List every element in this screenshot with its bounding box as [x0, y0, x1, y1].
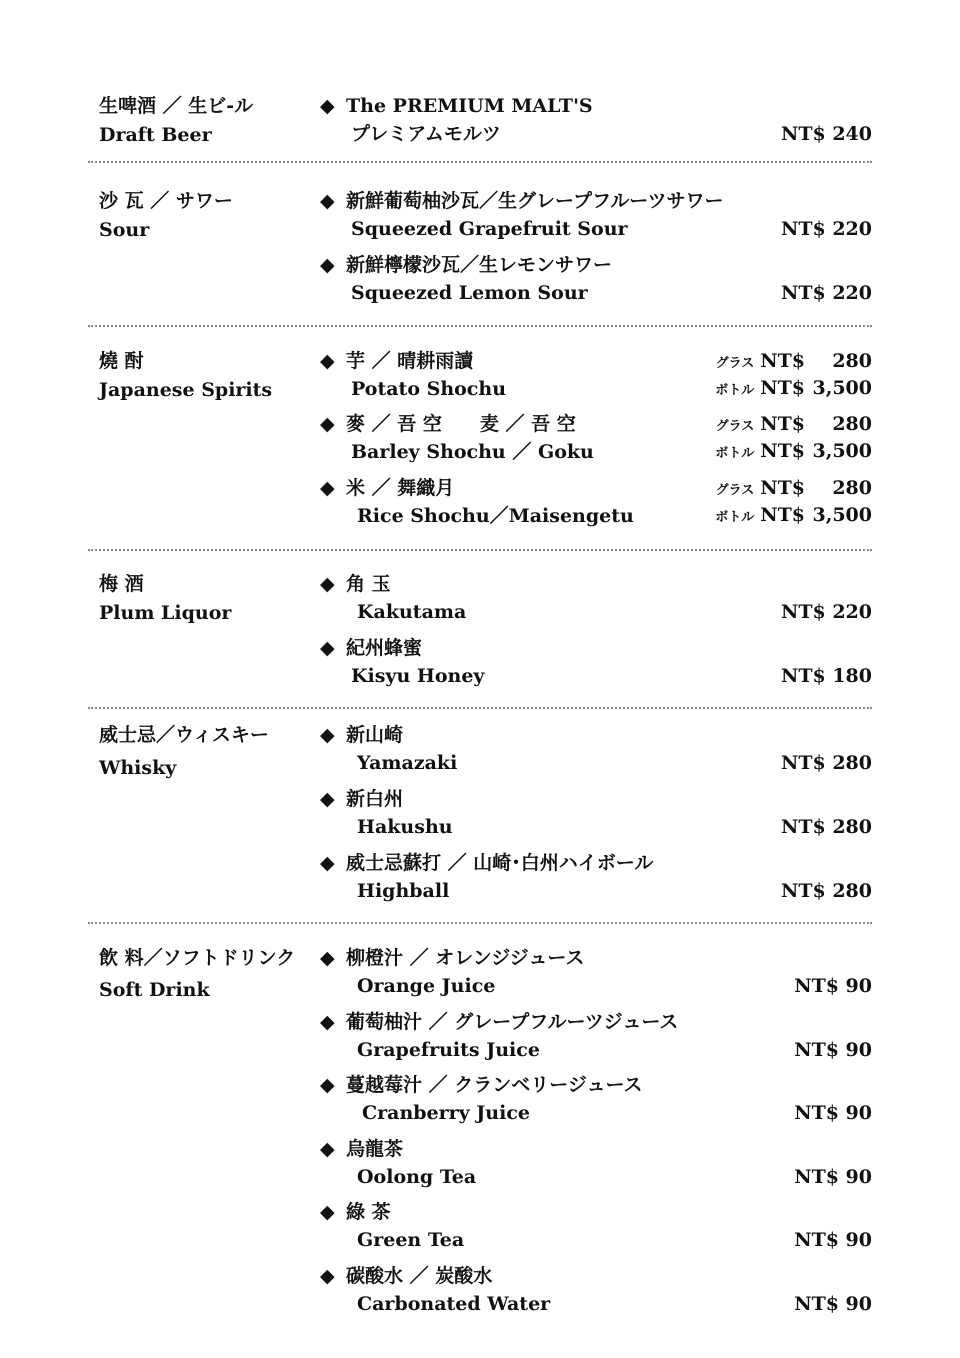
glass-price: グラス NT$ 280	[715, 413, 872, 435]
dotted-divider	[88, 922, 872, 924]
item-name-jp: ◆ 威士忌蘇打 ／ 山崎･白州ハイボール	[320, 852, 654, 874]
glass-price: グラス NT$ 280	[715, 477, 872, 499]
item-name-jp: ◆ 芋 ／ 晴耕雨讀	[320, 350, 474, 372]
item-name-jp: ◆ 新鮮葡萄柚沙瓦／生グレープフルーツサワー	[320, 190, 724, 212]
category	[99, 573, 232, 624]
diamond-bullet-icon: ◆	[320, 477, 335, 499]
item-name-jp: ◆ 綠 茶	[320, 1201, 391, 1223]
item-name-en: Grapefruits Juice	[357, 1039, 540, 1061]
item-name-jp: ◆ The PREMIUM MALT'S	[320, 95, 593, 117]
item-name-jp: ◆ 角 玉	[320, 573, 391, 595]
item-price: NT$ 90	[794, 1166, 872, 1188]
item-name-en: Hakushu	[357, 816, 453, 838]
dotted-divider	[88, 325, 872, 327]
dotted-divider	[88, 161, 872, 163]
item-name-en: Highball	[357, 880, 450, 902]
bottle-price: ボトル NT$ 3,500	[715, 377, 872, 399]
item-name-en: Orange Juice	[357, 975, 496, 997]
diamond-bullet-icon: ◆	[320, 1011, 335, 1033]
diamond-bullet-icon: ◆	[320, 724, 335, 746]
item-name-en: Barley Shochu ／ Goku	[351, 441, 594, 463]
category-jp: 威士忌／ウィスキー	[99, 724, 269, 746]
item-name-en: Squeezed Grapefruit Sour	[351, 218, 628, 240]
diamond-bullet-icon: ◆	[320, 1201, 335, 1223]
item-name-jp: ◆ 碳酸水 ／ 炭酸水	[320, 1265, 493, 1287]
item-name-jp: ◆ 烏龍茶	[320, 1138, 404, 1160]
diamond-bullet-icon: ◆	[320, 190, 335, 212]
item-price: NT$ 220	[780, 601, 872, 623]
item-price: NT$ 240	[780, 123, 872, 145]
category-en: Whisky	[99, 757, 177, 779]
diamond-bullet-icon: ◆	[320, 947, 335, 969]
item-name-en: Carbonated Water	[357, 1293, 551, 1315]
item-name-jp: ◆ 柳橙汁 ／ オレンジジュース	[320, 947, 585, 969]
item-price: NT$ 180	[780, 665, 872, 687]
category-jp: 生啤酒 ／ 生ビ-ル	[99, 95, 254, 117]
item-price: NT$ 280	[780, 816, 872, 838]
item-name-jp: ◆ 葡萄柚汁 ／ グレープフルーツジュース	[320, 1011, 679, 1033]
item-name-jp: ◆ 米 ／ 舞織月	[320, 477, 455, 499]
glass-price: グラス NT$ 280	[715, 350, 872, 372]
item-name-en: Rice Shochu／Maisengetu	[357, 505, 634, 527]
item-name-en: Kakutama	[357, 601, 467, 623]
item-price: NT$ 90	[794, 1293, 872, 1315]
diamond-bullet-icon: ◆	[320, 852, 335, 874]
diamond-bullet-icon: ◆	[320, 637, 335, 659]
category	[99, 190, 233, 241]
item-name-en: Potato Shochu	[351, 378, 507, 400]
diamond-bullet-icon: ◆	[320, 254, 335, 276]
bottle-price: ボトル NT$ 3,500	[715, 504, 872, 526]
item-name-jp: ◆ 新山崎	[320, 724, 404, 746]
category	[99, 350, 273, 401]
diamond-bullet-icon: ◆	[320, 95, 335, 117]
item-price: NT$ 90	[794, 1102, 872, 1124]
item-price: NT$ 280	[780, 752, 872, 774]
item-name-jp: ◆ 新鮮檸檬沙瓦／生レモンサワー	[320, 254, 613, 276]
item-price: NT$ 90	[794, 975, 872, 997]
category-en: Plum Liquor	[99, 602, 232, 624]
item-name-jp: ◆ 蔓越莓汁 ／ クランベリージュース	[320, 1074, 643, 1096]
item-name-jp: ◆ 新白州	[320, 788, 404, 810]
category-en: Sour	[99, 219, 150, 241]
diamond-bullet-icon: ◆	[320, 1265, 335, 1287]
category-jp: 飲 料／ソフトドリンク	[99, 947, 296, 969]
item-name-en: Kisyu Honey	[351, 665, 485, 687]
dotted-divider	[88, 707, 872, 709]
diamond-bullet-icon: ◆	[320, 1138, 335, 1160]
category-jp: 燒 酎	[99, 350, 144, 372]
item-price: NT$ 220	[780, 218, 872, 240]
dotted-divider	[88, 549, 872, 551]
category-jp: 沙 瓦 ／ サワー	[99, 190, 233, 212]
category	[99, 947, 296, 1001]
item-name-en: Yamazaki	[357, 752, 458, 774]
category-jp: 梅 酒	[99, 573, 144, 595]
item-name-en: Green Tea	[357, 1229, 465, 1251]
category	[99, 724, 269, 779]
item-name-en: Squeezed Lemon Sour	[351, 282, 588, 304]
category-en: Japanese Spirits	[99, 379, 273, 401]
category	[99, 95, 254, 146]
diamond-bullet-icon: ◆	[320, 350, 335, 372]
diamond-bullet-icon: ◆	[320, 1074, 335, 1096]
category-en: Soft Drink	[99, 979, 210, 1001]
diamond-bullet-icon: ◆	[320, 573, 335, 595]
item-price: NT$ 220	[780, 282, 872, 304]
diamond-bullet-icon: ◆	[320, 788, 335, 810]
diamond-bullet-icon: ◆	[320, 413, 335, 435]
bottle-price: ボトル NT$ 3,500	[715, 440, 872, 462]
item-name-jp: ◆ 紀州蜂蜜	[320, 637, 423, 659]
item-name-en: Oolong Tea	[357, 1166, 477, 1188]
item-price: NT$ 280	[780, 880, 872, 902]
item-price: NT$ 90	[794, 1229, 872, 1251]
item-price: NT$ 90	[794, 1039, 872, 1061]
item-name-en: Cranberry Juice	[362, 1102, 530, 1124]
category-en: Draft Beer	[99, 124, 212, 146]
item-name-jp: ◆ 麥 ／ 吾 空 麦 ／ 吾 空	[320, 413, 576, 435]
item-name-en: プレミアムモルツ	[351, 123, 501, 145]
